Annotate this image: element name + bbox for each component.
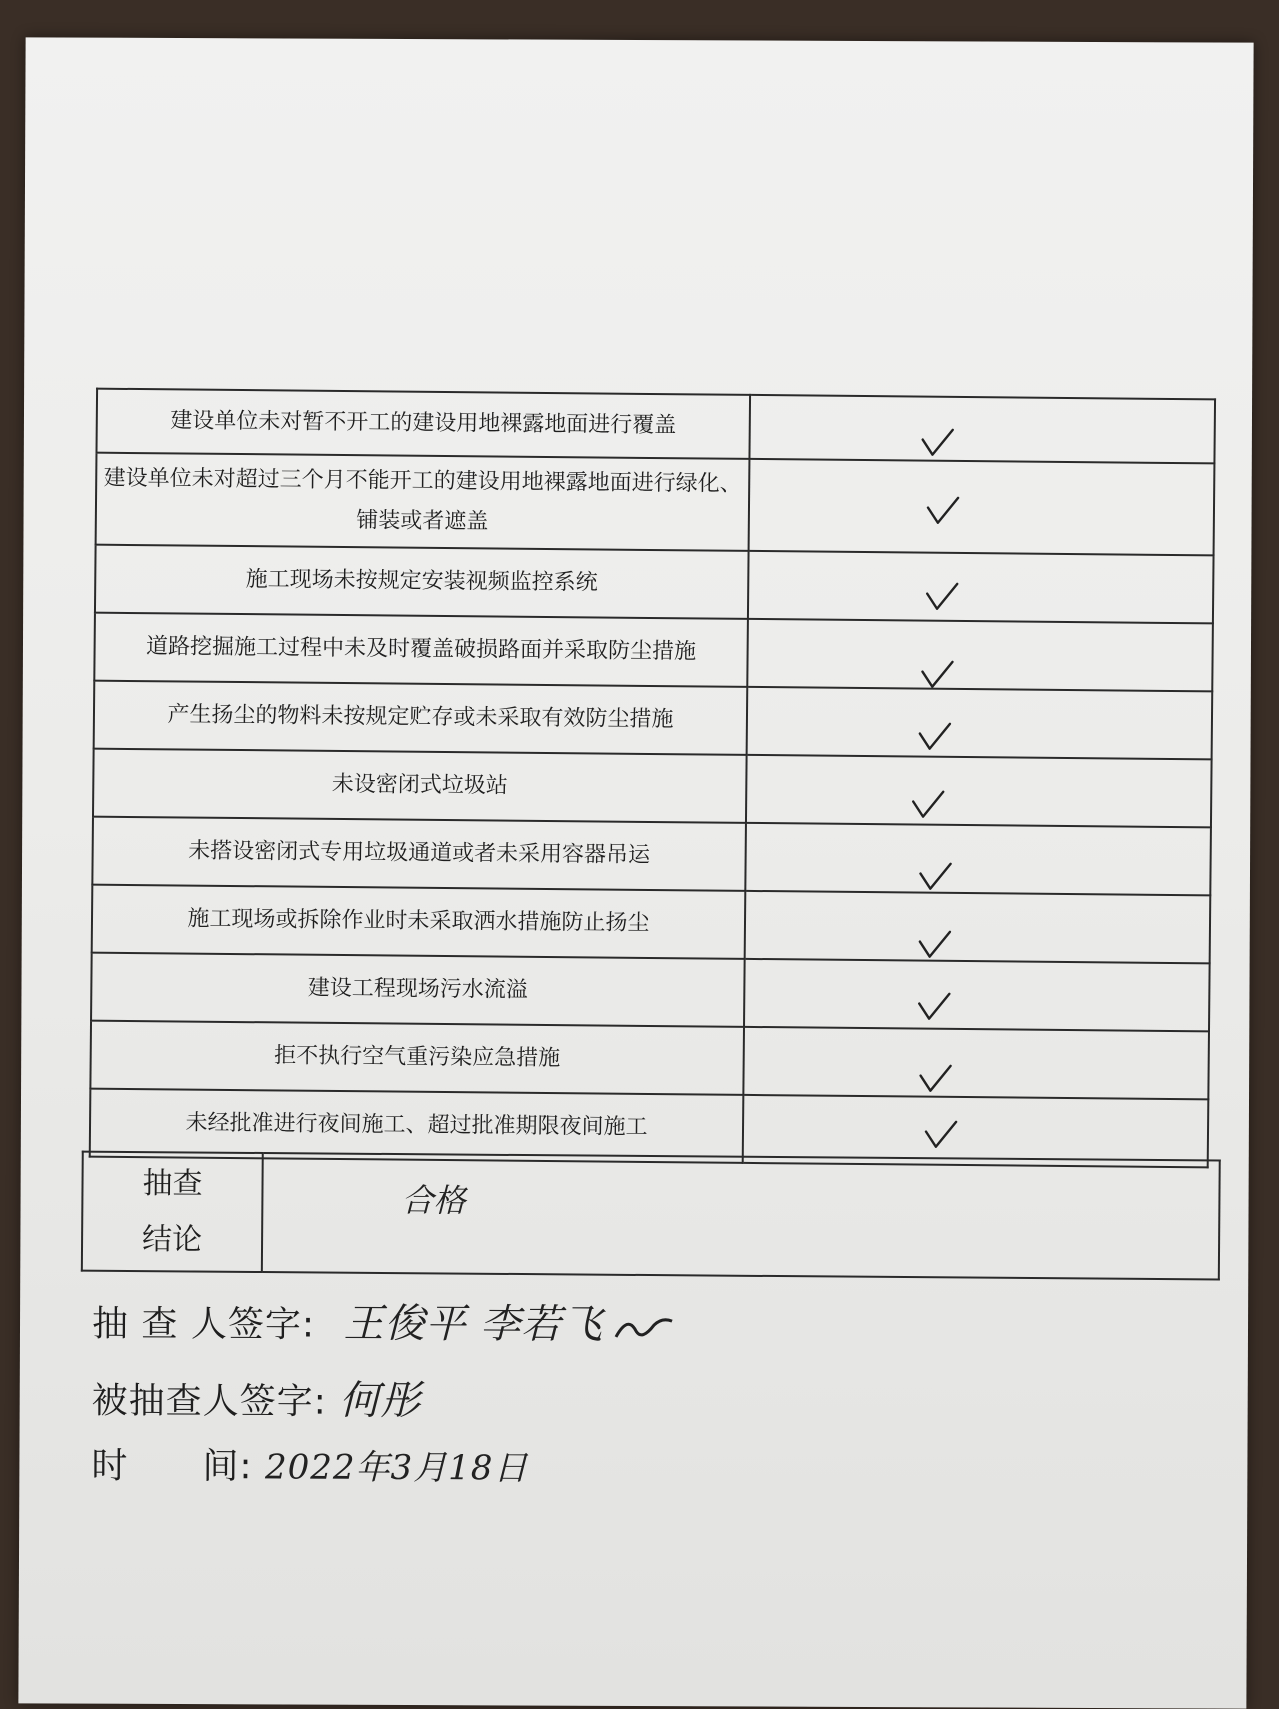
checklist-mark-cell [749, 395, 1215, 463]
checklist-row [91, 953, 1210, 1032]
checklist-row [95, 545, 1214, 624]
checklist-item-text: 产生扬尘的物料未按规定贮存或未采取有效防尘措施 [94, 681, 748, 755]
checklist-item-text: 建设单位未对暂不开工的建设用地裸露地面进行覆盖 [96, 389, 750, 459]
signature-flourish [614, 1311, 674, 1345]
check-mark-icon [918, 722, 952, 752]
date-value: 2022年3月18日 [264, 1447, 529, 1489]
checklist-mark-cell [743, 1027, 1209, 1099]
checklist-mark-cell [749, 459, 1215, 555]
time-label: 时 间: [91, 1445, 253, 1488]
inspected-signature-line [92, 1368, 422, 1426]
checklist-row [92, 885, 1211, 964]
document-page [18, 37, 1253, 1708]
checklist-mark-cell [746, 755, 1212, 827]
checklist-item-text: 未设密闭式垃圾站 [93, 749, 747, 823]
inspector-signature: 王俊平 李若飞 [343, 1300, 604, 1348]
conclusion-label [82, 1152, 263, 1272]
check-mark-icon [918, 1064, 952, 1094]
check-mark-icon [917, 992, 951, 1022]
conclusion-value: 合格 [401, 1181, 466, 1220]
checklist-mark-cell [748, 551, 1214, 623]
checklist-row [94, 681, 1213, 760]
checklist-item-text: 建设单位未对超过三个月不能开工的建设用地裸露地面进行绿化、铺装或者遮盖 [96, 453, 750, 551]
checklist-row [96, 453, 1215, 556]
inspector-signature-line [92, 1291, 674, 1351]
checklist-row [96, 389, 1215, 464]
conclusion-table [81, 1151, 1221, 1281]
checklist-item-text: 未经批准进行夜间施工、超过批准期限夜间施工 [90, 1089, 744, 1163]
check-mark-icon [918, 862, 952, 892]
checklist-row [94, 613, 1213, 692]
check-mark-icon [925, 582, 959, 612]
inspector-label: 抽 查 人签字: [91, 1303, 316, 1346]
checklist-item-text: 施工现场未按规定安装视频监控系统 [95, 545, 749, 619]
conclusion-label-line1: 抽查 [142, 1165, 203, 1202]
check-mark-icon [911, 789, 945, 819]
checklist-item-text: 建设工程现场污水流溢 [91, 953, 745, 1027]
checklist-mark-cell [747, 687, 1213, 759]
conclusion-label-line2: 结论 [141, 1221, 203, 1258]
checklist-mark-cell [744, 959, 1210, 1031]
checklist-item-text: 未搭设密闭式专用垃圾通道或者未采用容器吊运 [92, 817, 746, 891]
checklist-mark-cell [747, 619, 1213, 691]
check-mark-icon [920, 660, 954, 690]
check-mark-icon [918, 930, 952, 960]
checklist-item-text: 道路挖掘施工过程中未及时覆盖破损路面并采取防尘措施 [94, 613, 748, 687]
checklist-item-text: 施工现场或拆除作业时未采取洒水措施防止扬尘 [92, 885, 746, 959]
inspected-label: 被抽查人签字: [91, 1380, 327, 1423]
conclusion-value-cell [262, 1153, 1220, 1280]
check-mark-icon [924, 1120, 958, 1150]
checklist-mark-cell [745, 891, 1211, 963]
checklist-row [92, 817, 1211, 896]
checklist-row [93, 749, 1212, 828]
inspected-signature: 何彤 [339, 1377, 422, 1425]
check-mark-icon [926, 496, 960, 526]
checklist-table [89, 388, 1216, 1169]
checklist-item-text: 拒不执行空气重污染应急措施 [90, 1021, 744, 1095]
checklist-row [90, 1021, 1209, 1100]
time-line [91, 1438, 528, 1491]
check-mark-icon [920, 428, 954, 458]
checklist-mark-cell [745, 823, 1211, 895]
